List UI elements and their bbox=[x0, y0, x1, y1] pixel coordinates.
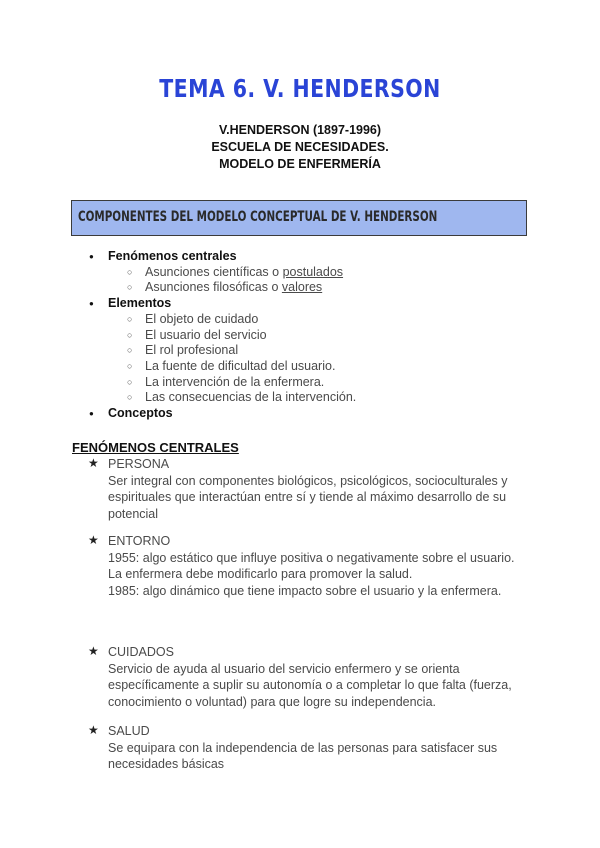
subtitle-block bbox=[0, 122, 600, 173]
section-heading: FENÓMENOS CENTRALES bbox=[72, 440, 239, 455]
valores-link[interactable]: valores bbox=[281, 280, 323, 295]
list-subitem: ○ El rol profesional bbox=[0, 343, 600, 359]
list-subitem: ○ El usuario del servicio bbox=[0, 328, 600, 344]
phenomenon-title: CUIDADOS bbox=[108, 645, 174, 659]
phenomenon-body: Se equipara con la independencia de las personas para satisfacer sus necesidades básicas bbox=[108, 740, 498, 772]
phenomenon-entorno bbox=[0, 533, 600, 599]
phenomenon-persona bbox=[0, 456, 600, 522]
phenomenon-body: Ser integral con componentes biológicos, psicológicos, socioculturales y espirituales que interactúan entre sí y tiende al máximo desarrollo de su potencial bbox=[108, 473, 508, 521]
subtitle-line-model: MODELO DE ENFERMERÍA bbox=[219, 157, 381, 171]
phenomenon-body: Servicio de ayuda al usuario del servicio enfermero y se orienta específicamente a suplir su autonomía o a completar lo que falta (fuerza, conocimiento o voluntad) para que logre su independencia. bbox=[108, 661, 512, 709]
list-subitem bbox=[0, 280, 600, 296]
subtitle-line-school: ESCUELA DE NECESIDADES. bbox=[211, 140, 389, 154]
phenomenon-title: PERSONA bbox=[108, 457, 170, 471]
list-subitem bbox=[0, 265, 600, 281]
page-title: TEMA 6. V. HENDERSON bbox=[159, 74, 441, 103]
list-subitem: ○ La fuente de dificultad del usuario. bbox=[0, 359, 600, 375]
star-icon: ★ bbox=[88, 456, 99, 470]
outline-list bbox=[0, 249, 600, 422]
list-item-fenomenos: ● Fenómenos centrales bbox=[0, 249, 600, 265]
phenomenon-salud bbox=[0, 723, 600, 773]
list-subitem: ○ Las consecuencias de la intervención. bbox=[0, 390, 600, 406]
phenomenon-title: ENTORNO bbox=[108, 534, 171, 548]
section-banner bbox=[71, 200, 527, 236]
list-item-elementos: ● Elementos bbox=[0, 296, 600, 312]
star-icon: ★ bbox=[88, 644, 99, 658]
phenomenon-cuidados bbox=[0, 644, 600, 710]
star-icon: ★ bbox=[88, 723, 99, 737]
phenomenon-body: 1955: algo estático que influye positiva o negativamente sobre el usuario. bbox=[108, 550, 515, 565]
subitem-text: Asunciones filosóficas o bbox=[145, 280, 282, 295]
phenomenon-body: 1985: algo dinámico que tiene impacto sobre el usuario y la enfermera. bbox=[108, 583, 502, 598]
list-subitem: ○ La intervención de la enfermera. bbox=[0, 375, 600, 391]
subitem-text: Asunciones científicas o bbox=[145, 264, 283, 279]
list-item-conceptos: ● Conceptos bbox=[0, 406, 600, 422]
phenomenon-title: SALUD bbox=[108, 724, 150, 738]
star-icon: ★ bbox=[88, 533, 99, 547]
subtitle-line-author: V.HENDERSON (1897-1996) bbox=[218, 123, 382, 137]
section-banner-text: COMPONENTES DEL MODELO CONCEPTUAL DE V. HENDERSON bbox=[78, 209, 438, 225]
phenomenon-body: La enfermera debe modificarlo para promover la salud. bbox=[108, 567, 413, 582]
list-subitem: ○ El objeto de cuidado bbox=[0, 312, 600, 328]
postulados-link[interactable]: postulados bbox=[282, 264, 344, 279]
